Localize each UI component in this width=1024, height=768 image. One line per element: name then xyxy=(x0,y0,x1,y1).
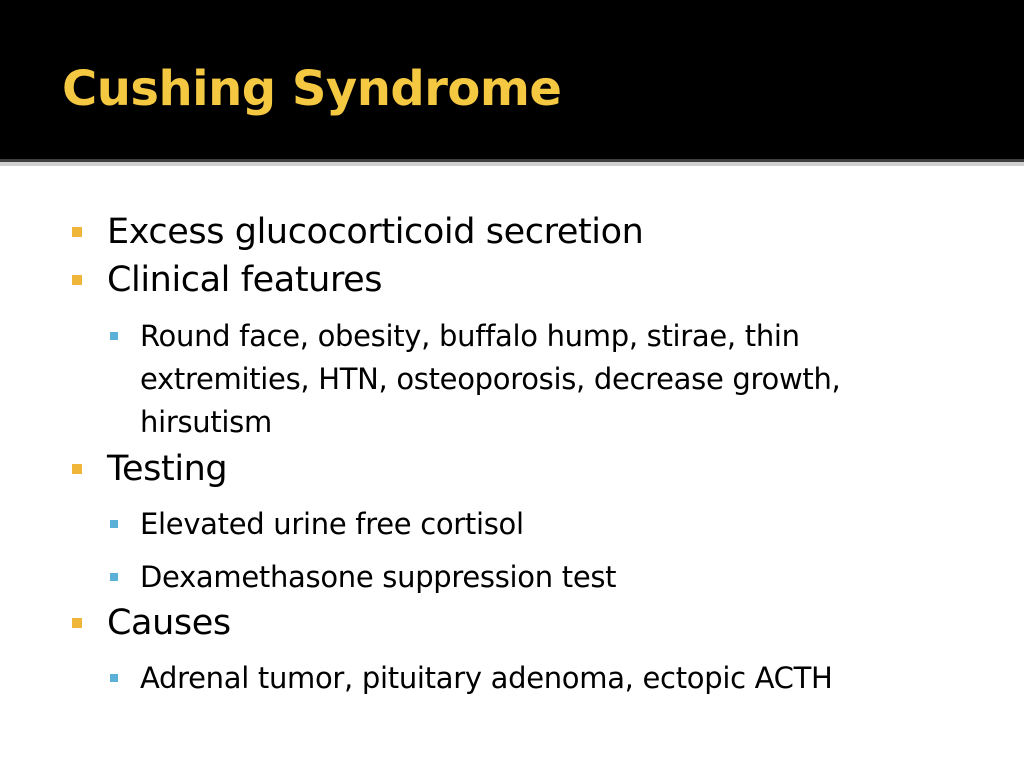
bullet-text-line: hirsutism xyxy=(140,405,272,439)
level2-bullet-marker xyxy=(110,332,118,340)
level1-bullet-marker xyxy=(72,227,82,237)
bullet-text: Excess glucocorticoid secretion xyxy=(107,212,644,252)
bullet-text: Causes xyxy=(107,603,231,643)
bullet-text: Dexamethasone suppression test xyxy=(140,560,617,594)
bullet-text-line: Round face, obesity, buffalo hump, stirae, thin xyxy=(140,319,800,353)
level2-bullet-marker xyxy=(110,520,118,528)
level1-bullet-marker xyxy=(72,464,82,474)
bullet-text: Elevated urine free cortisol xyxy=(140,507,524,541)
level1-bullet-marker xyxy=(72,618,82,628)
bullet-text: Clinical features xyxy=(107,260,383,300)
level1-bullet-marker xyxy=(72,275,82,285)
level2-bullet-marker xyxy=(110,573,118,581)
bullet-text: Adrenal tumor, pituitary adenoma, ectopic ACTH xyxy=(140,661,833,695)
slide-title: Cushing Syndrome xyxy=(62,61,562,117)
bullet-text: Testing xyxy=(107,449,228,489)
level2-bullet-marker xyxy=(110,674,118,682)
bullet-text-line: extremities, HTN, osteoporosis, decrease growth, xyxy=(140,362,841,396)
